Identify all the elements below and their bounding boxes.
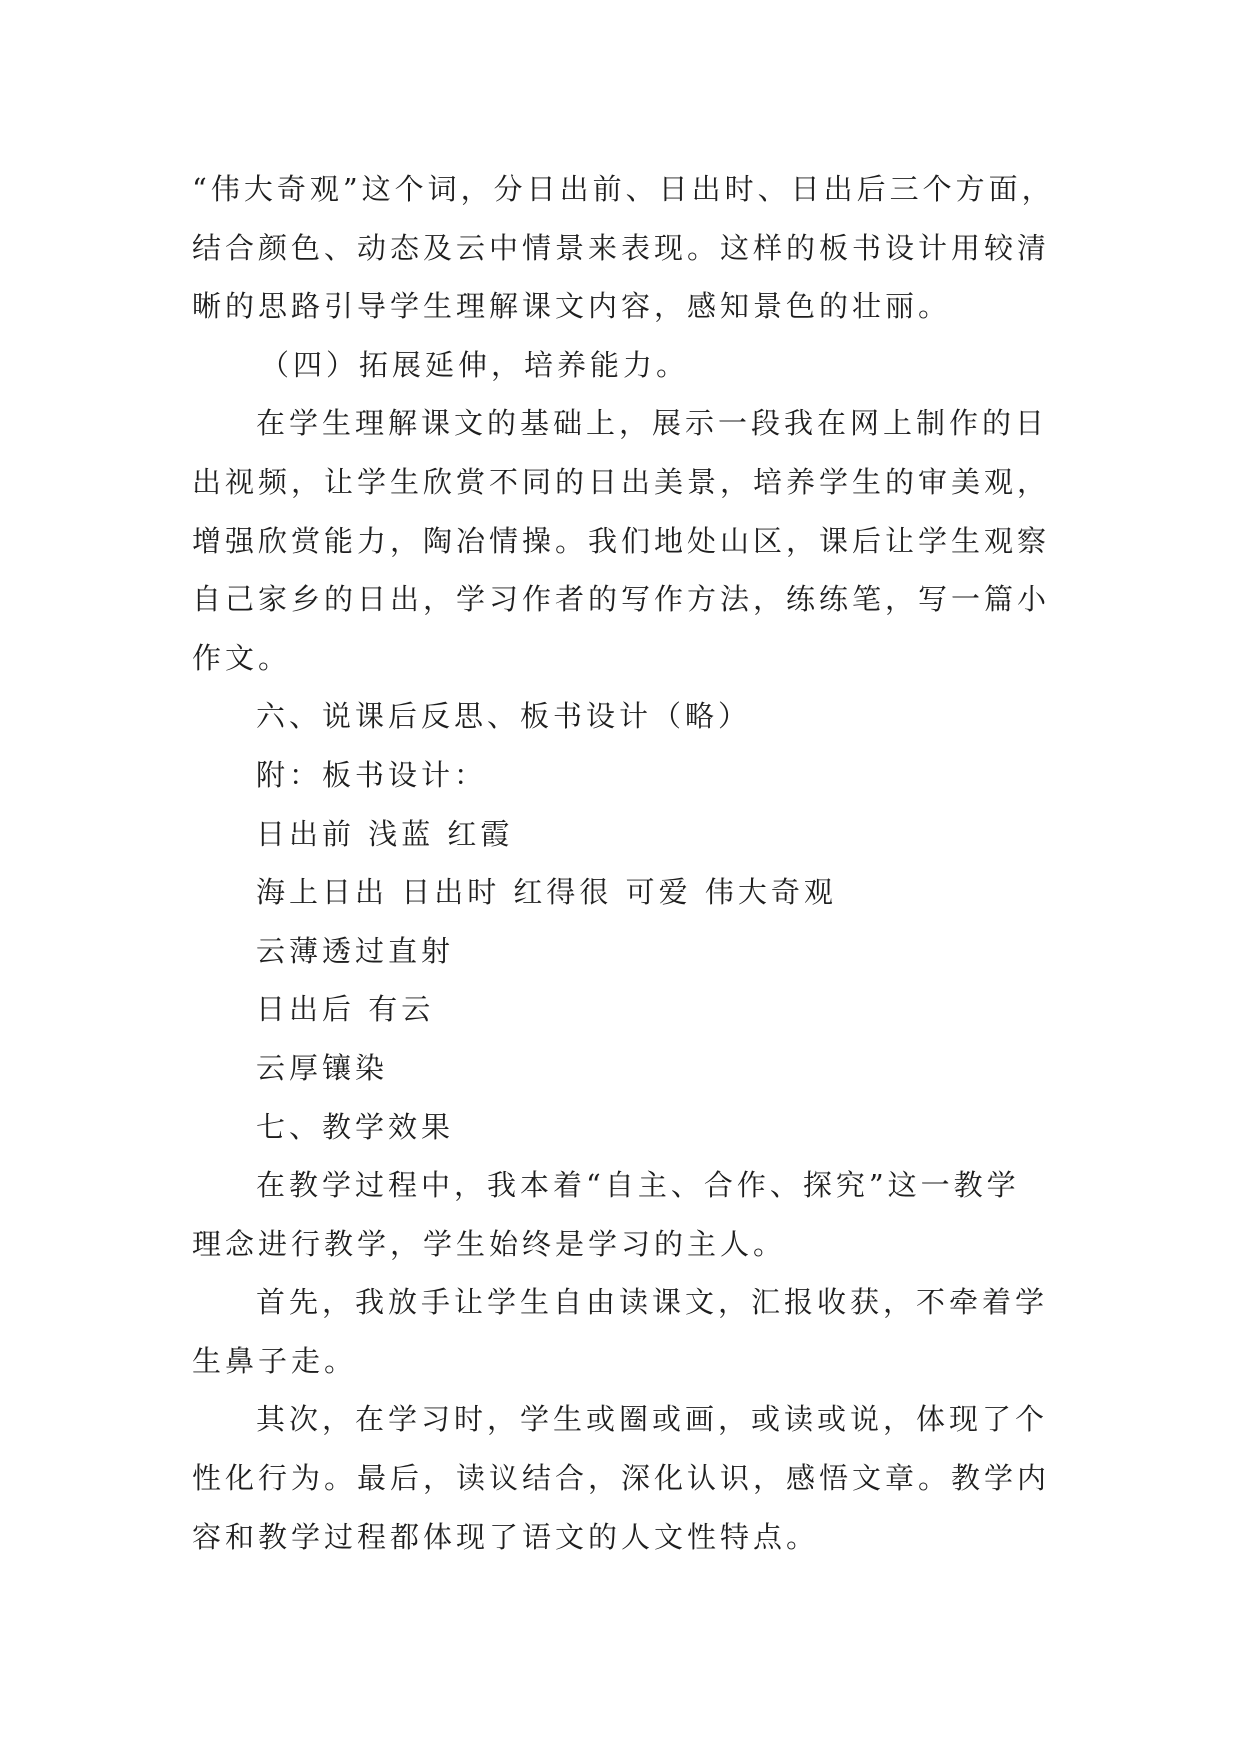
text-line: 在教学过程中，我本着“自主、合作、探究”这一教学: [256, 1168, 1020, 1203]
section-heading: 七、教学效果: [256, 1109, 455, 1144]
text-line: 附：板书设计：: [256, 757, 488, 792]
text-line: 作文。: [192, 640, 292, 675]
board-line: 云厚镶染: [256, 1050, 389, 1085]
text-line: 其次，在学习时，学生或圈或画，或读或说，体现了个: [256, 1402, 1049, 1437]
board-line: 海上日出 日出时 红得很 可爱 伟大奇观: [256, 875, 837, 910]
board-line: 云薄透过直射: [256, 933, 455, 968]
text-line: 首先，我放手让学生自由读课文，汇报收获，不牵着学: [256, 1285, 1049, 1320]
text-line: 增强欣赏能力，陶冶情操。我们地处山区，课后让学生观察: [192, 523, 1051, 558]
section-heading: 六、说课后反思、板书设计（略）: [256, 699, 752, 734]
text-line: 性化行为。最后，读议结合，深化认识，感悟文章。教学内: [192, 1461, 1051, 1496]
text-line: 结合颜色、动态及云中情景来表现。这样的板书设计用较清: [192, 230, 1051, 265]
text-line: 容和教学过程都体现了语文的人文性特点。: [192, 1519, 820, 1554]
text-line: 自己家乡的日出，学习作者的写作方法，练练笔，写一篇小: [192, 582, 1051, 617]
board-line: 日出前 浅蓝 红霞: [256, 816, 514, 851]
text-line: 晰的思路引导学生理解课文内容，感知景色的壮丽。: [192, 289, 952, 324]
text-line: 理念进行教学，学生始终是学习的主人。: [192, 1226, 787, 1261]
board-line: 日出后 有云: [256, 992, 435, 1027]
text-line: 在学生理解课文的基础上，展示一段我在网上制作的日: [256, 406, 1049, 441]
document-body: [192, 160, 1055, 1566]
section-heading: （四）拓展延伸，培养能力。: [260, 347, 690, 382]
text-line: “伟大奇观”这个词，分日出前、日出时、日出后三个方面，: [192, 172, 1055, 206]
text-line: 生鼻子走。: [192, 1343, 358, 1378]
text-line: 出视频，让学生欣赏不同的日出美景，培养学生的审美观，: [192, 464, 1051, 499]
